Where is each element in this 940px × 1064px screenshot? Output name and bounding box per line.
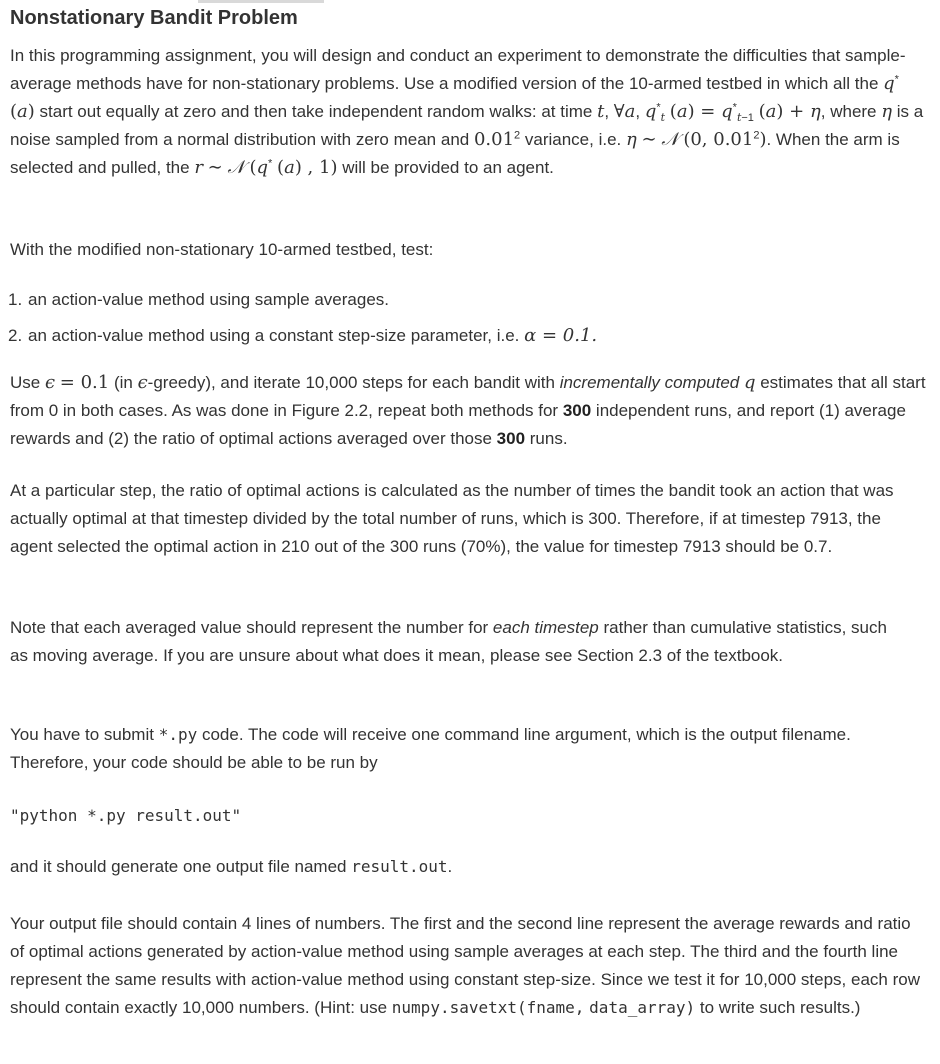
- page-title: Nonstationary Bandit Problem: [10, 7, 298, 29]
- top-divider: [198, 0, 324, 3]
- generate-line: and it should generate one output file named result.out.: [10, 857, 453, 876]
- list-item: 1. an action-value method using sample averages.: [8, 290, 389, 309]
- epsilon-paragraph: Use ϵ = 0.1 (in ϵ-greedy), and iterate 10,000 steps for each bandit with incrementally computed q estimates that all start from 0 in both cases. As was done in Figure 2.2, repeat both methods for 300 independent runs, and report (1) average rewards and (2) the ratio of optimal actions averaged over those 300 runs.: [10, 372, 926, 448]
- intro-paragraph: In this programming assignment, you will design and conduct an experiment to demonstrate the difficulties that sample-average methods have for non-stationary problems. Use a modified version of the 10-armed testbed in which all the q* (a) start out equally at zero and then take independent random walks: at time t, ∀a, $q^*_t$ $(a) = q^*_{t-1}$ (a) + η, where η is a noise sampled from a normal distribution with zero mean and 0.01$^2$ variance, i.e. η ∼ 𝒩 (0, 0.01$^2$). When the arm is selected and pulled, the r ∼ 𝒩 (q* (a) , 1) will be provided to an agent.: [10, 46, 924, 178]
- output-paragraph: Your output file should contain 4 lines of numbers. The first and the second line represent the average rewards and ratio of optimal actions generated by action-value method using sample averages at each step. The third and the fourth line represent the same results with action-value method using constant step-size. Since we test it for 10,000 steps, each row should contain exactly 10,000 numbers. (Hint: use numpy.savetxt(fname, data_array) to write such results.): [10, 914, 920, 1017]
- testbed-line: With the modified non-stationary 10-armed testbed, test:: [10, 240, 434, 259]
- alpha-math: α = 0.1.: [524, 325, 598, 346]
- ratio-paragraph: At a particular step, the ratio of optimal actions is calculated as the number of times the bandit took an action that was actually optimal at that timestep divided by the total number of runs, which is 300. Therefore, if at timestep 7913, the agent selected the optimal action in 210 out of the 300 runs (70%), the value for timestep 7913 should be 0.7.: [10, 481, 894, 556]
- command-code: "python *.py result.out": [10, 806, 242, 825]
- submit-paragraph: You have to submit *.py code. The code will receive one command line argument, which is the output filename. Therefore, your code should be able to be run by: [10, 725, 851, 772]
- methods-list: [0, 286, 930, 358]
- note-paragraph: Note that each averaged value should represent the number for each timestep rather than cumulative statistics, such as moving average. If you are unsure about what does it mean, please see Section 2.3 of the textbook.: [10, 618, 887, 665]
- list-item: 2. an action-value method using a constant step-size parameter, i.e. α = 0.1.: [8, 325, 598, 346]
- command-line: [10, 802, 928, 830]
